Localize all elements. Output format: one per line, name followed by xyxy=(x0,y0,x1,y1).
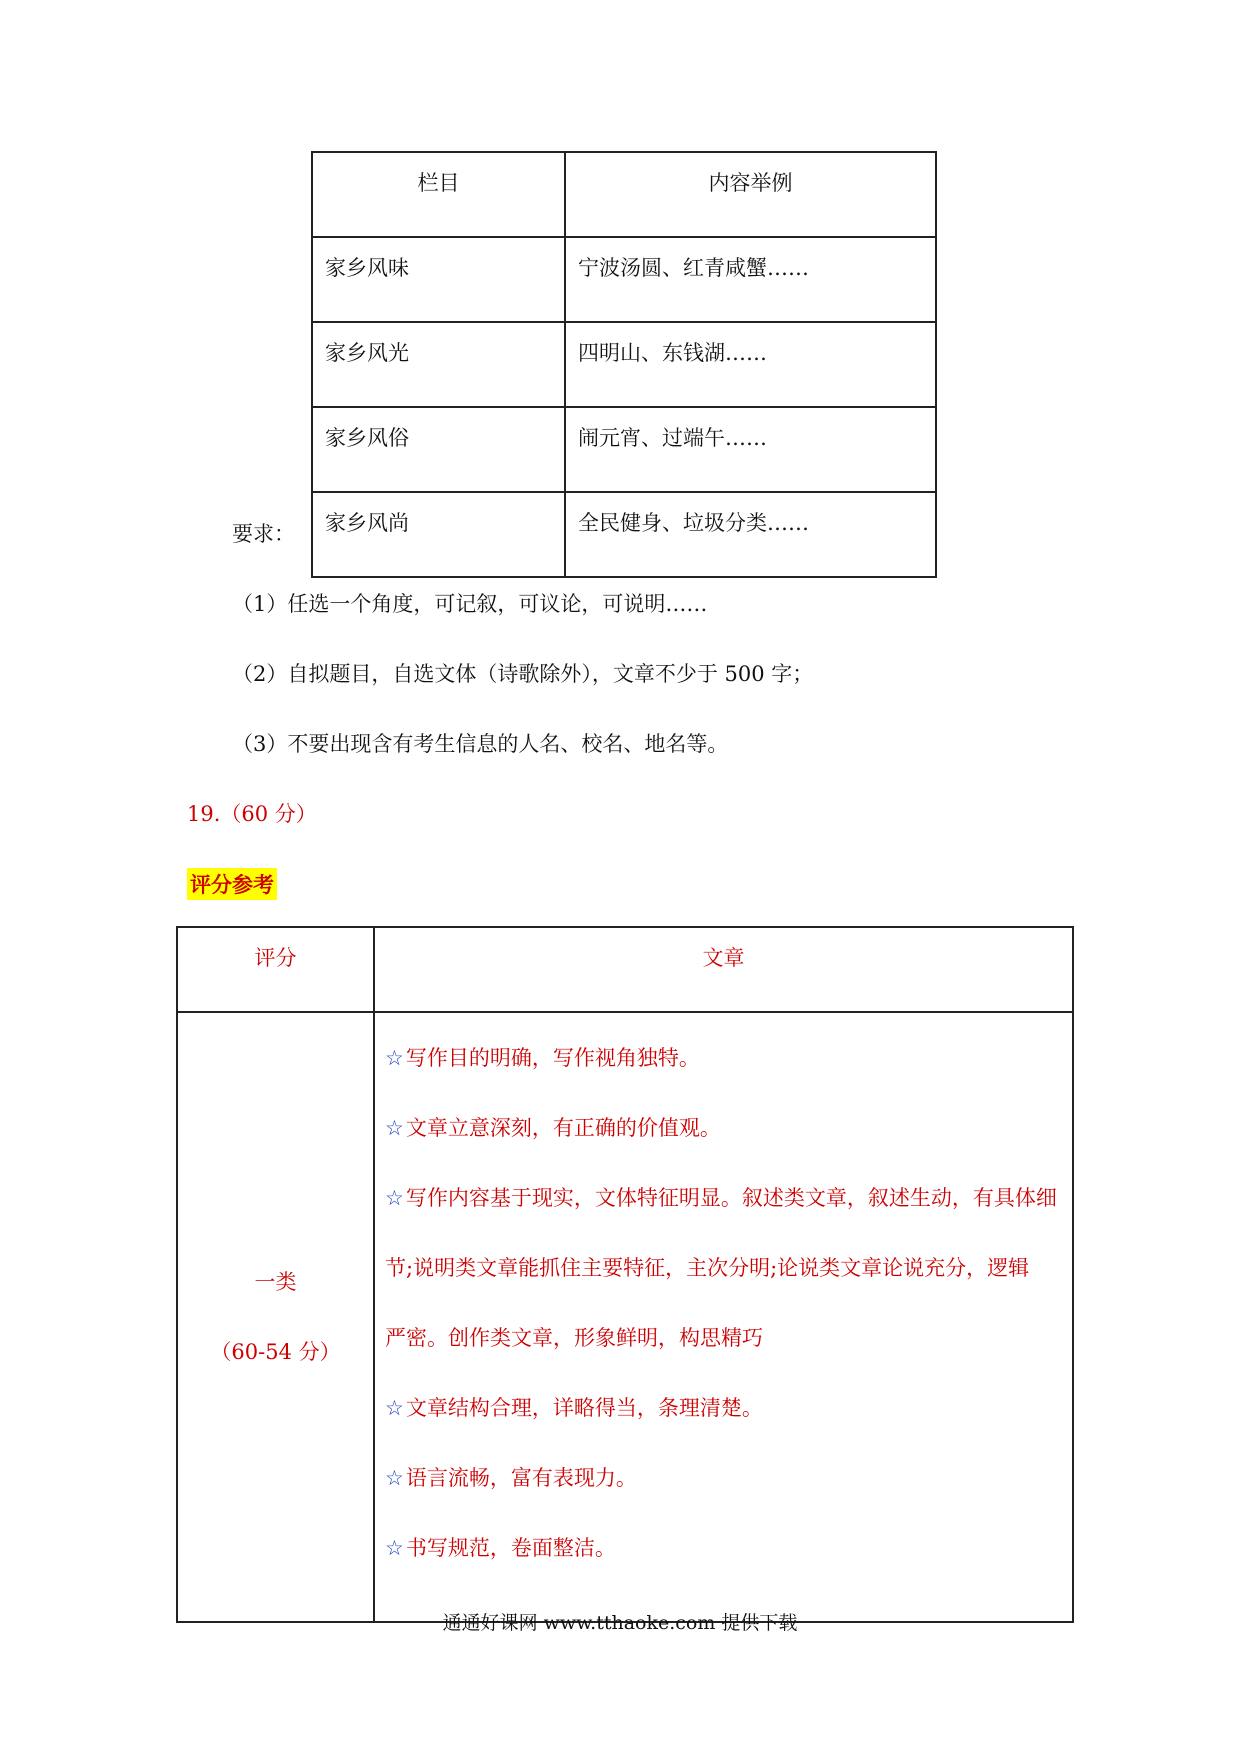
criterion-line: ☆写作内容基于现实，文体特征明显。叙述类文章，叙述生动，有具体细 xyxy=(385,1186,1057,1210)
requirement-item: （1）任选一个角度，可记叙，可议论，可说明…… xyxy=(232,592,708,616)
criterion-line: ☆文章结构合理，详略得当，条理清楚。 xyxy=(385,1396,763,1420)
criterion-line: 严密。创作类文章，形象鲜明，构思精巧 xyxy=(385,1326,763,1350)
scoring-reference-heading: 评分参考 xyxy=(187,868,277,900)
criterion-line: ☆书写规范，卷面整洁。 xyxy=(385,1536,616,1560)
example-cell: 宁波汤圆、红青咸蟹…… xyxy=(565,237,936,322)
topic-cell: 家乡风尚 xyxy=(312,492,565,577)
criterion-line: ☆文章立意深刻，有正确的价值观。 xyxy=(385,1116,721,1140)
example-cell: 闹元宵、过端午…… xyxy=(565,407,936,492)
table-row xyxy=(312,407,936,492)
criterion-line: 节;说明类文章能抓住主要特征，主次分明;论说类文章论说充分，逻辑 xyxy=(385,1256,1030,1280)
star-icon: ☆ xyxy=(385,1116,404,1140)
star-icon: ☆ xyxy=(385,1186,404,1210)
grade-label: 一类 xyxy=(254,1270,297,1294)
criterion-line: ☆语言流畅，富有表现力。 xyxy=(385,1466,637,1490)
topic-cell: 家乡风俗 xyxy=(312,407,565,492)
example-cell: 四明山、东钱湖…… xyxy=(565,322,936,407)
star-icon: ☆ xyxy=(385,1466,404,1490)
column-header: 内容举例 xyxy=(565,152,936,237)
question-number: 19.（60 分） xyxy=(187,802,317,826)
star-icon: ☆ xyxy=(385,1046,404,1070)
column-header: 评分 xyxy=(177,927,374,1012)
topic-cell: 家乡风味 xyxy=(312,237,565,322)
column-header: 文章 xyxy=(374,927,1073,1012)
table-row xyxy=(177,1012,1073,1622)
page-footer: 通通好课网 www.tthaoke.com 提供下载 xyxy=(442,1612,798,1634)
table-row xyxy=(312,322,936,407)
criteria-cell xyxy=(374,1012,1073,1622)
star-icon: ☆ xyxy=(385,1396,404,1420)
table-header-row xyxy=(177,927,1073,1012)
table-header-row xyxy=(312,152,936,237)
column-header: 栏目 xyxy=(312,152,565,237)
table-row xyxy=(312,237,936,322)
requirement-item: （2）自拟题目，自选文体（诗歌除外），文章不少于 500 字； xyxy=(232,662,814,686)
requirement-item: （3）不要出现含有考生信息的人名、校名、地名等。 xyxy=(232,732,729,756)
topics-table xyxy=(311,151,937,578)
table-row xyxy=(312,492,936,577)
grade-range: （60-54 分） xyxy=(210,1340,341,1364)
grade-cell xyxy=(177,1012,374,1622)
example-cell: 全民健身、垃圾分类…… xyxy=(565,492,936,577)
requirements-label: 要求： xyxy=(232,522,295,546)
scoring-table xyxy=(176,926,1074,1623)
star-icon: ☆ xyxy=(385,1536,404,1560)
criterion-line: ☆写作目的明确，写作视角独特。 xyxy=(385,1046,700,1070)
topic-cell: 家乡风光 xyxy=(312,322,565,407)
